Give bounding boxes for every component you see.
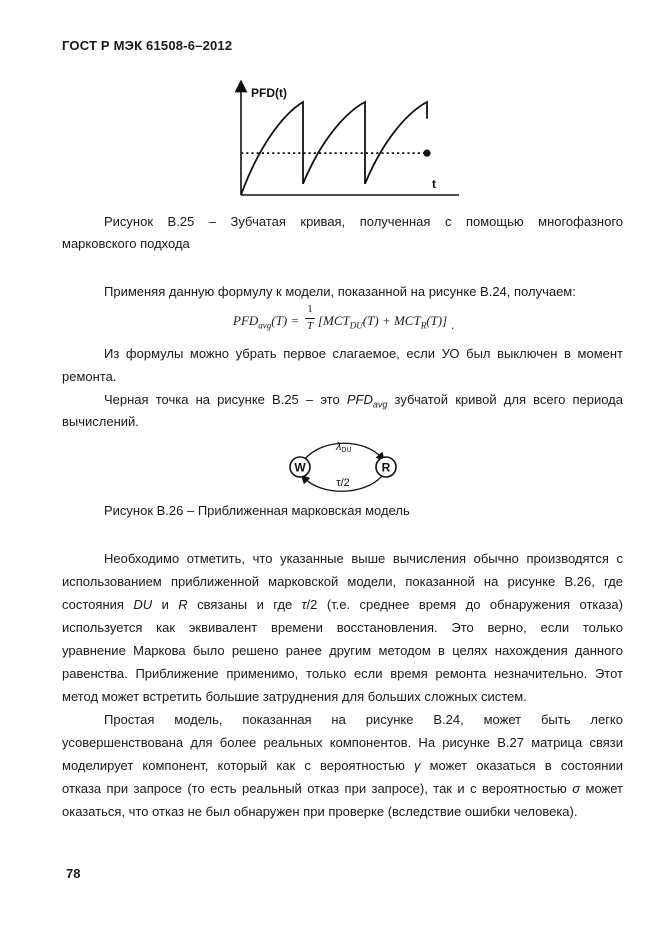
state-w-label: W [294, 460, 306, 475]
sawtooth-series-line [241, 102, 427, 195]
paragraph-black-dot-line2: вычислений. [62, 414, 139, 429]
chart-ylabel: PFD(t) [251, 86, 287, 100]
pfd-avg-point [423, 150, 430, 157]
paragraph-simple-model-line4: отказа при запросе (то есть реальный отказ при запросе), так и с вероятностью σ может [62, 781, 623, 796]
paragraph-approximation-line4: используется как эквивалент времени восстановления. Это верно, если только [62, 620, 623, 635]
figure-b26-caption: Рисунок В.26 – Приближенная марковская модель [104, 503, 410, 518]
document-header: ГОСТ Р МЭК 61508-6–2012 [62, 38, 233, 53]
paragraph-simple-model-line5: оказаться, что отказ не был обнаружен при проверке (вследствие ошибки человека). [62, 804, 578, 819]
paragraph-simple-model-line1: Простая модель, показанная на рисунке В.24, может быть легко [104, 712, 623, 727]
chart-xlabel: t [432, 177, 436, 191]
paragraph-approximation-line2: использованием приближенной марковской модели, показанной на рисунке В.26, где [62, 574, 623, 589]
paragraph-simple-model-line3: моделирует компонент, который как с вероятностью γ может оказаться в состоянии [62, 758, 623, 773]
paragraph-black-dot-line1: Черная точка на рисунке В.25 – это $PFD_{avg}$ зубчатой кривой для всего периода [104, 392, 623, 410]
paragraph-remove-term-line1: Из формулы можно убрать первое слагаемое, если УО был выключен в момент [104, 346, 623, 361]
formula-pfd-avg: $PFD_{avg}(T)$ = 1 T $[MCT_{DU}(T) + MCT_R(T)]$ . [233, 303, 455, 332]
figure-b25-caption-line1: Рисунок В.25 – Зубчатая кривая, полученная с помощью многофазного [104, 214, 623, 229]
sawtooth-chart [225, 80, 465, 200]
transition-rate-tau-half: τ/2 [336, 477, 350, 489]
markov-model-diagram [280, 436, 410, 496]
paragraph-approximation-line5: уравнение Маркова было решено ранее другим методом в целях нахождения данного [62, 643, 623, 658]
paragraph-approximation-line3: состояния DU и R связаны и где τ/2 (т.е. среднее время до обнаружения отказа) [62, 597, 623, 612]
paragraph-formula-intro: Применяя данную формулу к модели, показанной на рисунке В.24, получаем: [104, 284, 576, 299]
state-r-label: R [381, 460, 391, 475]
figure-b25-caption-line2: марковского подхода [62, 236, 190, 251]
page-number: 78 [66, 866, 81, 881]
paragraph-approximation-line7: метод может встретить большие затруднения для больших сложных систем. [62, 689, 527, 704]
paragraph-approximation-line6: равенства. Приближение применимо, только если время ремонта незначительно. Этот [62, 666, 623, 681]
paragraph-remove-term-line2: ремонта. [62, 369, 117, 384]
transition-rate-lambda-du: λDU [336, 441, 352, 454]
paragraph-simple-model-line2: усовершенствована для более реальных компонентов. На рисунке В.27 матрица связи [62, 735, 623, 750]
paragraph-approximation-line1: Необходимо отметить, что указанные выше вычисления обычно производятся с [104, 551, 623, 566]
